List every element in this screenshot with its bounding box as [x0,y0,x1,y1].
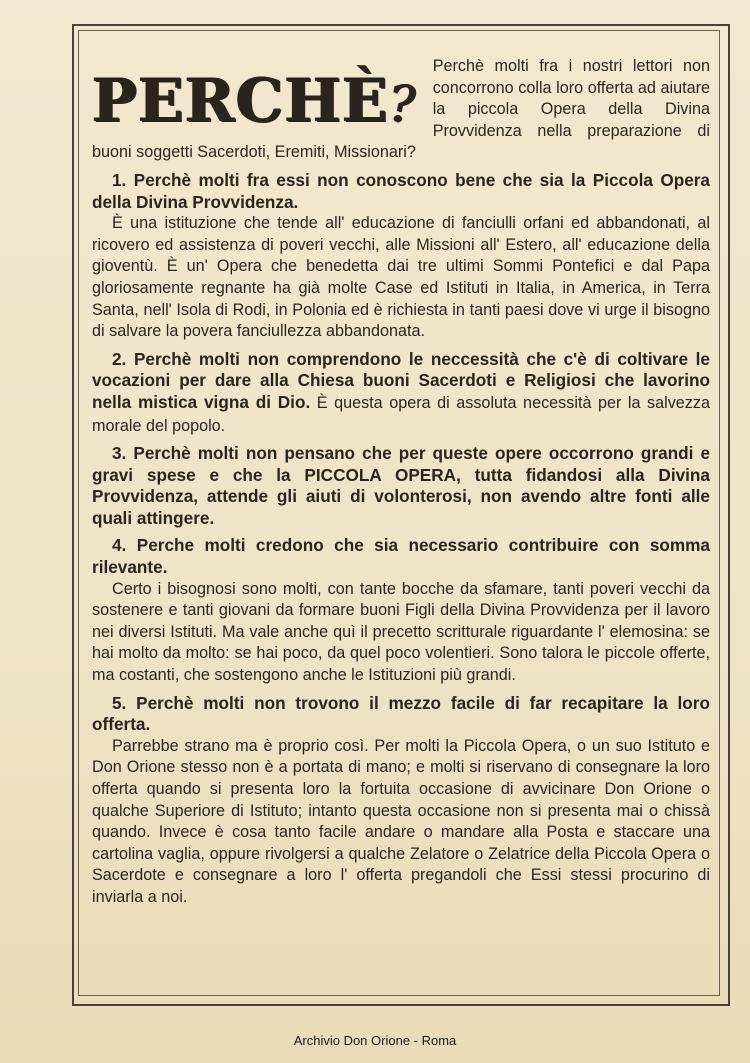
article-body [92,56,710,909]
decorative-headword [92,64,417,138]
point-2 [92,349,710,437]
archive-caption: Archivio Don Orione - Roma [293,1033,457,1048]
point-2-tail: È questa opera di assoluta necessità per la salvezza morale del popolo. [92,393,710,435]
point-4-body: Certo i bisognosi sono molti, con tante bocche da sfamare, tanti poveri vecchi da sostenere e tanti giovani da formare buoni Figli della Divina Provvidenza per il lavoro nei diversi Istituti. Ma vale anche quì il precetto scritturale riguardante l' elemosina: se hai molto da molto: se hai poco, da quel poco volentieri. Sono talora le piccole offerte, ma costanti, che sostengono anche le Istituzioni più grandi. [92,579,710,685]
point-3-title: 3. Perchè molti non pensano che per queste opere occorrono grandi e gravi spese e che la PICCOLA OPERA, tutta fidandosi alla Divina Provvidenza, attende gli aiuti di volonterosi, non avendo altre fonti alle quali attingere. [92,443,710,528]
point-1-body: È una istituzione che tende all' educazione di fanciulli orfani ed abbandonati, al ricovero ed assistenza di poveri vecchi, alle Missioni all' Estero, all' educazione della gioventù. È un' Opera che benedetta dai tre ultimi Sommi Pontefici e dal Papa gloriosamente regnante ha già molte Case ed Istituti in Italia, in America, in Terra Santa, nell' Isola di Rodi, in Polonia ed è richiesta in tanti paesi dove vi urge il bisogno di salvare la povera fanciullezza abbandonata. [92,214,710,341]
point-4-title: 4. Perche molti credono che sia necessario contribuire con somma rilevante. [92,535,710,578]
point-5-title: 5. Perchè molti non trovono il mezzo facile di far recapitare la loro offerta. [92,692,710,735]
point-1-title: 1. Perchè molti fra essi non conoscono bene che sia la Piccola Opera della Divina Provvidenza. [92,169,710,212]
point-5 [92,693,710,909]
point-5-body: Parrebbe strano ma è proprio così. Per molti la Piccola Opera, o un suo Istituto e Don Orione stesso non è a portata di mano; e molti si riservano di consegnare la loro offerta quando si presenta loro la fortuita occasione di avvicinare Don Orione o qualche Superiore di Istituto; intanto questa occasione non si presenta mai o chissà quando. Invece è cosa tanto facile andare o mandare alla Posta e staccare una cartolina vaglia, oppure rivolgersi a qualche Zelatore o Zelatrice della Piccola Opera o Sacerdote e consegnare a loro l' offerta pregandoli che Essi stessi procurino di inviarla a noi. [92,736,710,906]
headword-question-mark: ? [388,75,417,133]
point-3 [92,443,710,529]
point-2-title: 2. Perchè molti non comprendono le neccessità che c'è di coltivare le vocazioni per dare alla Chiesa buoni Sacerdoti e Religiosi che lavorino nella mistica vigna di Dio. [92,348,710,412]
intro-paragraph: Perchè molti fra i nostri lettori non concorrono colla loro offerta ad aiutare la piccola Opera della Divina Provvidenza nella preparazione di buoni soggetti Sacerdoti, Eremiti, Missionari? [92,57,710,162]
point-1 [92,170,710,343]
point-2-paragraph [92,349,710,437]
point-4 [92,535,710,686]
headword-text: PERCHÈ [92,66,389,136]
